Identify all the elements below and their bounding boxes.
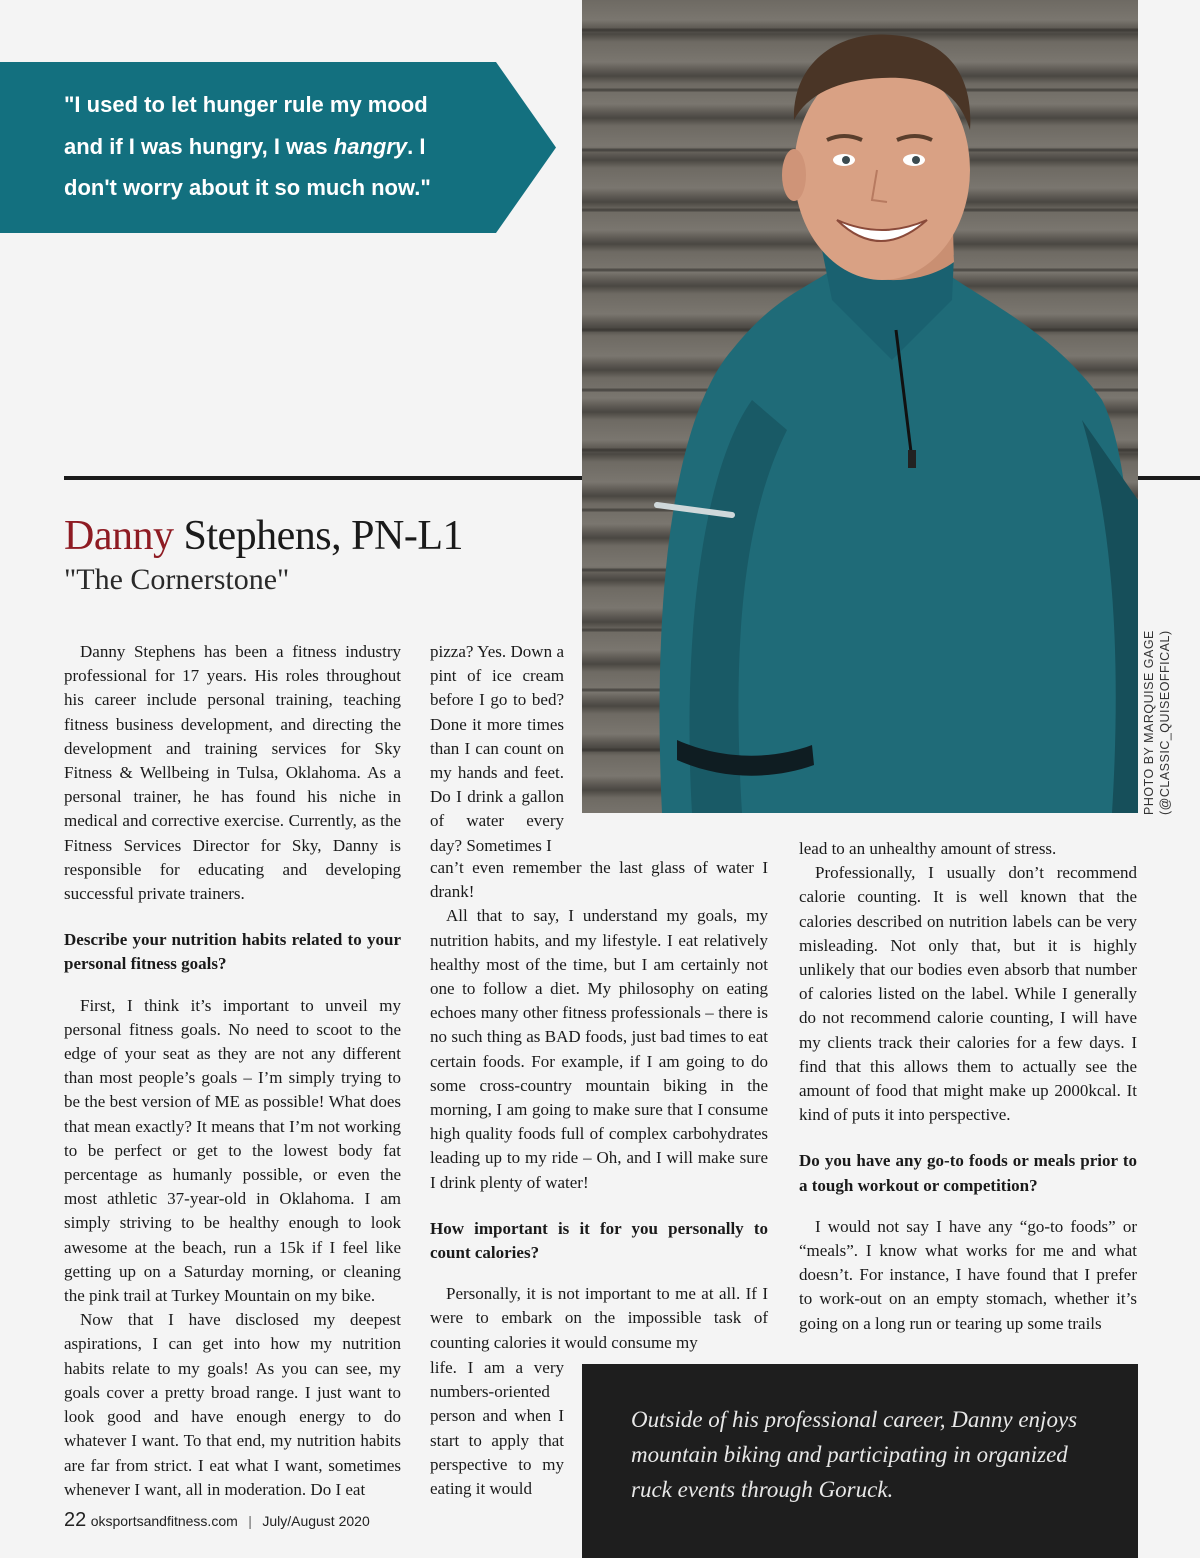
answer-1-paragraph-1: First, I think it’s important to unveil my personal fitness goals. No need to scoot to the edge of your seat as they are not any different than most people’s goals – I’m simply trying to be the best version of ME as possible! What does that mean exactly? It means that I’m not working to be perfect or get to the lowest body fat percentage as humanly possible, or even the most athletic 37-year-old in Oklahoma. I am simply striving to be healthy enough to look awesome at the beach, run a 15k if I feel like getting up on a Saturday morning, or cleaning the pink trail at Turkey Mountain on my bike. (64, 995, 401, 1306)
question-1: Describe your nutrition habits related to your personal fitness goals? (64, 930, 401, 974)
article-title (64, 508, 463, 564)
pull-quote-line3: don't worry about it so much now." (64, 175, 431, 200)
first-name: Danny (64, 513, 174, 559)
nickname: "The Cornerstone" (64, 563, 290, 596)
portrait-photo (582, 0, 1138, 813)
photo-credit-line1: PHOTO BY MARQUISE GAGE (1142, 630, 1156, 815)
article-column-2-bottom (430, 1356, 564, 1501)
answer-1-paragraph-2-continued: pizza? Yes. Down a pint of ice cream before I go to bed? Done it more times than I can count on my hands and feet. Do I drink a gallon of water every day? Sometimes I (430, 642, 564, 855)
question-3: Do you have any go-to foods or meals prior to a tough workout or competition? (799, 1151, 1137, 1195)
section-rule-right (1138, 476, 1200, 480)
answer-2-paragraph-2: Professionally, I usually don’t recommend calorie counting. It is well known that the calories described on nutrition labels can be very misleading. Not only that, but it is highly unlikely that our bodies even absorb that number of calories listed on the label. While I generally do not recommend calorie counting, I will have my clients track their calories for a few days. I find that this allows them to actually see the amount of food that might make up 2000kcal. It kind of puts it into perspective. (799, 863, 1137, 1125)
footer-separator: | (248, 1513, 252, 1529)
footer-site: oksportsandfitness.com (90, 1513, 238, 1529)
question-2: How important is it for you personally to count calories? (430, 1218, 768, 1263)
pull-quote-line2 (64, 126, 494, 168)
pull-quote-text: . I (407, 133, 426, 159)
article-column-3 (799, 837, 1137, 1336)
portrait-illustration (582, 0, 1138, 813)
intro-paragraph: Danny Stephens has been a fitness industry professional for 17 years. His roles throughout his career include personal training, teaching fitness business development, and directing the development and training services for Sky Fitness & Wellbeing in Tulsa, Oklahoma. As a personal trainer, he has found his niche in medical and corrective exercise. Currently, as the Fitness Services Director for Sky, Danny is responsible for educating and developing successful private trainers. (64, 642, 401, 904)
answer-2-paragraph-1: Personally, it is not important to me at all. If I were to embark on the impossible task of counting calories it would consume my (430, 1284, 768, 1352)
answer-2-paragraph-1-continued: life. I am a very numbers-oriented person and when I start to apply that perspective to my eating it would (430, 1358, 564, 1499)
last-name-credentials: Stephens, PN-L1 (183, 513, 463, 559)
pull-quote-text: and if I was hungry, I was (64, 133, 334, 159)
section-rule (64, 476, 582, 480)
pull-quote (64, 84, 494, 209)
pull-quote-emphasis: hangry (333, 133, 408, 159)
answer-1-paragraph-3: All that to say, I understand my goals, my nutrition habits, and my lifestyle. I eat relatively healthy most of the time, but I am certainly not one to follow a diet. My philosophy on eating echoes many other fitness professionals – there is no such thing as BAD foods, just bad times to eat certain foods. For example, if I am going to do some cross-country mountain biking in the morning, I am going to make sure that I consume high quality foods full of complex carbohydrates leading up to my ride – Oh, and I will make sure I drink plenty of water! (430, 906, 768, 1192)
page-number: 22 (64, 1509, 87, 1531)
article-column-2-top (430, 640, 564, 858)
article-column-2 (430, 856, 768, 1355)
answer-1-paragraph-2-end: can’t even remember the last glass of water I drank! (430, 858, 768, 902)
callout-text: Outside of his professional career, Danny enjoys mountain biking and participating in organized ruck events through Goruck. (631, 1407, 1078, 1502)
pull-quote-line1: "I used to let hunger rule my mood (64, 92, 428, 117)
footer-issue: July/August 2020 (262, 1513, 370, 1529)
page-footer (64, 1509, 370, 1532)
article-column-1 (64, 640, 401, 1502)
answer-3-paragraph-1: I would not say I have any “go-to foods” or “meals”. I know what works for me and what doesn’t. For instance, I have found that I prefer to work-out on an empty stomach, whether it’s going on a long run or tearing up some trails (799, 1216, 1137, 1333)
photo-credit-line2: (@CLASSIC_QUISEOFFICAL) (1158, 630, 1172, 815)
answer-1-paragraph-2: Now that I have disclosed my deepest aspirations, I can get into how my nutrition habits relate to my goals! As you can see, my goals cover a pretty broad range. I just want to look good and have enough energy to do whatever I want. To that end, my nutrition habits are far from strict. I eat what I want, sometimes whenever I want, all in moderation. Do I eat (64, 1310, 401, 1499)
answer-2-paragraph-1-end: lead to an unhealthy amount of stress. (799, 839, 1057, 858)
